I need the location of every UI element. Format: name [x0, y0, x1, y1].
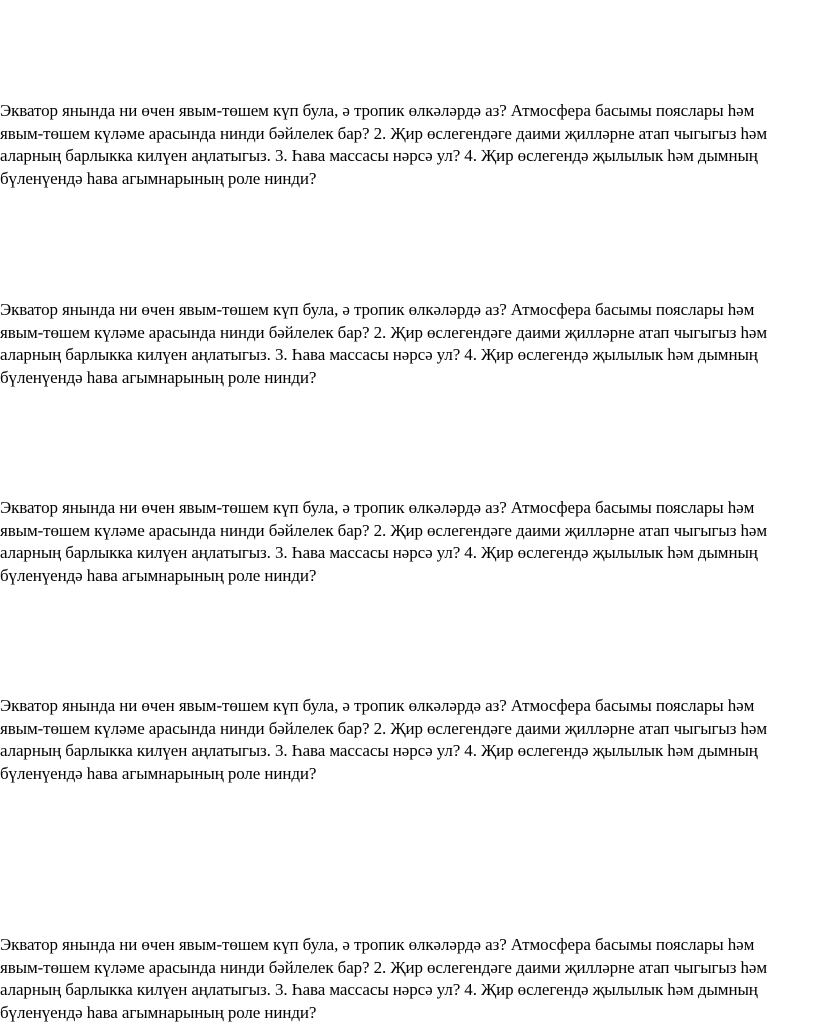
paragraph-line: явым-төшем күләме арасында нинди бәйлелек бар? 2. Җир өслегендәге даими җилләрне атап чыгыгыз һәм	[0, 718, 768, 738]
paragraph-line: явым-төшем күләме арасында нинди бәйлелек бар? 2. Җир өслегендәге даими җилләрне атап чыгыгыз һәм	[0, 520, 768, 540]
paragraph-line: аларның барлыкка килүен аңлатыгыз. 3. Һава массасы нәрсә ул? 4. Җир өслегендә җылылык һәм дымның	[0, 980, 758, 1000]
paragraph-line: явым-төшем күләме арасында нинди бәйлелек бар? 2. Җир өслегендәге даими җилләрне атап чыгыгыз һәм	[0, 123, 768, 143]
paragraph-line: Экватор янында ни өчен явым-төшем күп була, ә тропик өлкәләрдә аз? Атмосфера басымы пояслары һәм	[0, 101, 755, 120]
paragraph-line: бүленүендә һава агымнарының роле нинди?	[0, 168, 317, 188]
paragraph-line: аларның барлыкка килүен аңлатыгыз. 3. Һава массасы нәрсә ул? 4. Җир өслегендә җылылык һәм дымның	[0, 146, 758, 166]
paragraph-line: Экватор янында ни өчен явым-төшем күп була, ә тропик өлкәләрдә аз? Атмосфера басымы пояслары һәм	[0, 696, 755, 715]
paragraph-line: бүленүендә һава агымнарының роле нинди?	[0, 763, 317, 783]
paragraph-line: аларның барлыкка килүен аңлатыгыз. 3. Һава массасы нәрсә ул? 4. Җир өслегендә җылылык һәм дымның	[0, 741, 758, 761]
paragraph-line: бүленүендә һава агымнарының роле нинди?	[0, 565, 317, 585]
question-paragraph	[0, 299, 804, 389]
paragraph-line: Экватор янында ни өчен явым-төшем күп була, ә тропик өлкәләрдә аз? Атмосфера басымы пояслары һәм	[0, 935, 755, 954]
paragraph-line: Экватор янында ни өчен явым-төшем күп була, ә тропик өлкәләрдә аз? Атмосфера басымы пояслары һәм	[0, 300, 755, 319]
question-paragraph	[0, 497, 804, 587]
question-paragraph	[0, 934, 804, 1024]
paragraph-line: аларның барлыкка килүен аңлатыгыз. 3. Һава массасы нәрсә ул? 4. Җир өслегендә җылылык һәм дымның	[0, 345, 758, 365]
question-paragraph	[0, 100, 804, 190]
paragraph-line: бүленүендә һава агымнарының роле нинди?	[0, 367, 317, 387]
paragraph-line: явым-төшем күләме арасында нинди бәйлелек бар? 2. Җир өслегендәге даими җилләрне атап чыгыгыз һәм	[0, 957, 768, 977]
question-paragraph	[0, 695, 804, 785]
paragraph-line: Экватор янында ни өчен явым-төшем күп була, ә тропик өлкәләрдә аз? Атмосфера басымы пояслары һәм	[0, 498, 755, 517]
paragraph-line: аларның барлыкка килүен аңлатыгыз. 3. Һава массасы нәрсә ул? 4. Җир өслегендә җылылык һәм дымның	[0, 543, 758, 563]
paragraph-line: явым-төшем күләме арасында нинди бәйлелек бар? 2. Җир өслегендәге даими җилләрне атап чыгыгыз һәм	[0, 322, 768, 342]
paragraph-line: бүленүендә һава агымнарының роле нинди?	[0, 1002, 317, 1022]
